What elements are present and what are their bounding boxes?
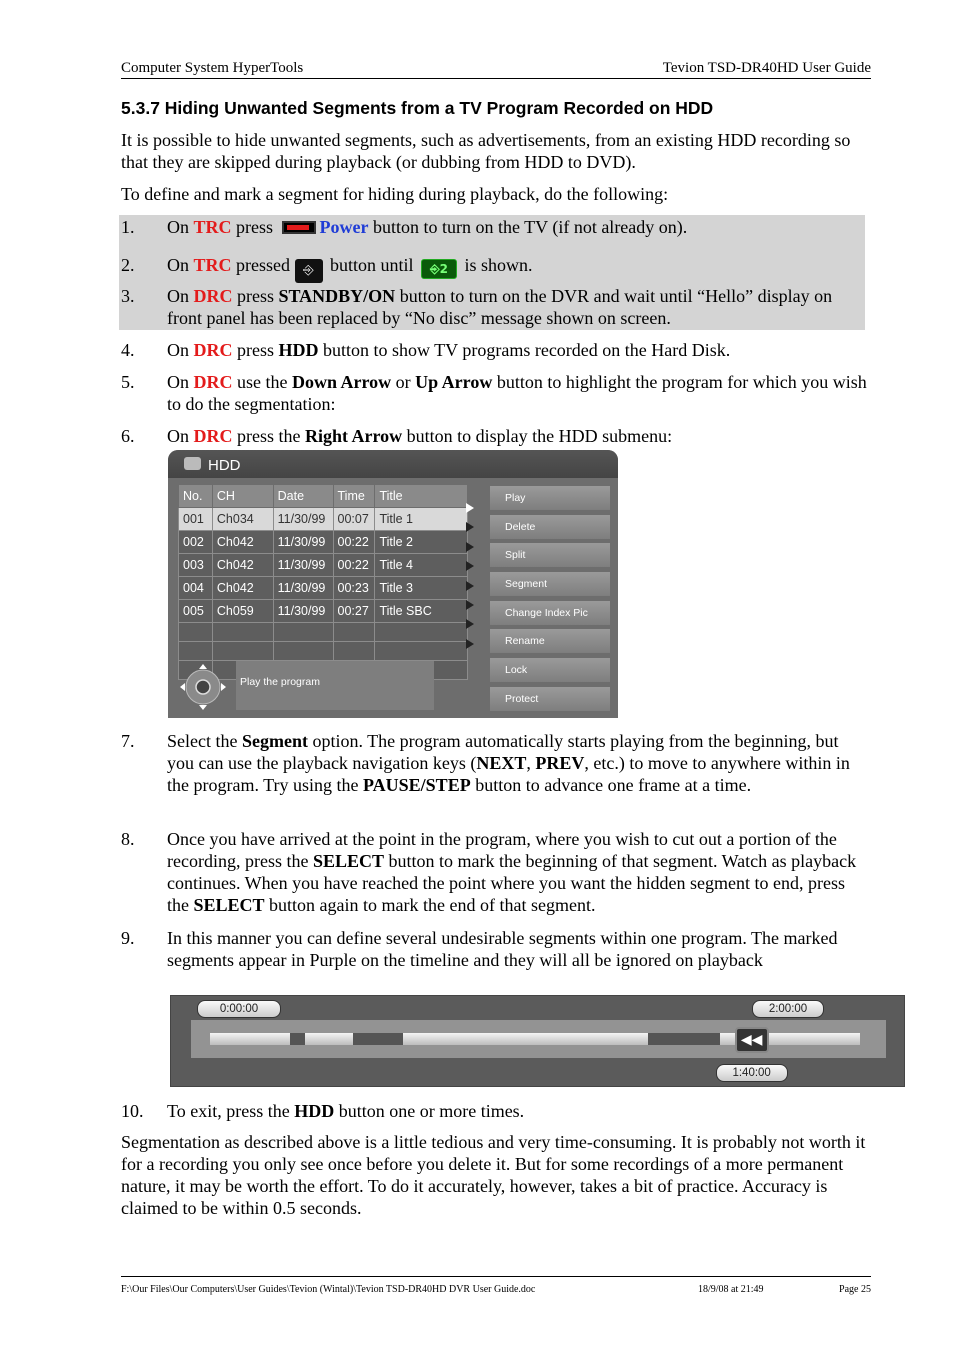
column-header: Title — [375, 485, 468, 508]
timeline-start-time: 0:00:00 — [197, 1000, 281, 1018]
table-cell: 00:23 — [333, 577, 375, 600]
table-cell: Title 3 — [375, 577, 468, 600]
timeline-current-time: 1:40:00 — [716, 1064, 788, 1082]
table-cell: 11/30/99 — [273, 554, 333, 577]
timeline-end-time: 2:00:00 — [752, 1000, 824, 1018]
step-number: 10. — [121, 1101, 144, 1121]
timeline-track-area — [191, 1020, 886, 1058]
recordings-table — [178, 484, 468, 680]
step-number: 7. — [121, 731, 135, 751]
table-cell: Ch034 — [212, 508, 273, 531]
table-cell: 00:22 — [333, 531, 375, 554]
column-header: CH — [212, 485, 273, 508]
table-cell: 005 — [179, 600, 213, 623]
hdd-menu-screenshot — [168, 450, 618, 718]
rewind-playhead-icon[interactable]: ◀◀ — [735, 1027, 769, 1053]
menu-item-delete[interactable]: Delete — [490, 515, 610, 539]
database-icon — [184, 457, 201, 470]
step-number: 9. — [121, 928, 135, 948]
header-left: Computer System HyperTools — [121, 60, 304, 76]
arrow-right-icon — [466, 542, 474, 552]
table-cell: 00:27 — [333, 600, 375, 623]
table-row-empty — [179, 642, 468, 661]
help-text-box: Play the program — [236, 661, 434, 710]
hdd-submenu — [490, 486, 610, 716]
step-number: 1. — [121, 217, 135, 237]
step-text: On DRC press HDD button to show TV programs recorded on the Hard Disk. — [167, 340, 731, 360]
table-cell: Ch059 — [212, 600, 273, 623]
table-cell: 00:07 — [333, 508, 375, 531]
footer-page: Page 25 — [839, 1284, 871, 1295]
column-header: Date — [273, 485, 333, 508]
arrow-right-icon — [466, 619, 474, 629]
step-text: On DRC use the Down Arrow or Up Arrow button to highlight the program for which you wish to do the segmentation: — [167, 372, 867, 414]
step-number: 5. — [121, 372, 135, 392]
footer-date: 18/9/08 at 21:49 — [698, 1284, 764, 1295]
table-row[interactable] — [179, 600, 468, 623]
hidden-segment — [290, 1033, 305, 1045]
table-cell: Ch042 — [212, 577, 273, 600]
arrow-right-icon — [466, 503, 474, 513]
arrow-right-icon — [466, 561, 474, 571]
table-header — [179, 485, 468, 508]
menu-item-protect[interactable]: Protect — [490, 687, 610, 711]
timeline-screenshot — [170, 995, 905, 1087]
source-button-icon: ⎆ — [295, 259, 323, 283]
arrow-right-icon — [466, 522, 474, 532]
table-cell: Title SBC — [375, 600, 468, 623]
column-header: No. — [179, 485, 213, 508]
table-cell: 11/30/99 — [273, 508, 333, 531]
footer-path: F:\Our Files\Our Computers\User Guides\Tevion (Wintal)\Tevion TSD-DR40HD DVR User Guide.doc — [121, 1284, 536, 1295]
intro-instruction: To define and mark a segment for hiding during playback, do the following: — [121, 184, 669, 204]
step-number: 4. — [121, 340, 135, 360]
step-text: Select the Segment option. The program automatically starts playing from the beginning, but you can use the playback navigation keys (NEXT, PREV, etc.) to move to anywhere within in the program. Try using the PAUSE/STEP button to advance one frame at a time. — [167, 731, 850, 795]
step-number: 6. — [121, 426, 135, 446]
table-cell: 004 — [179, 577, 213, 600]
step-number: 3. — [121, 286, 135, 306]
table-cell: 11/30/99 — [273, 577, 333, 600]
table-cell: 11/30/99 — [273, 600, 333, 623]
header-right: Tevion TSD-DR40HD User Guide — [662, 60, 871, 76]
header-rule — [121, 78, 871, 79]
hdd-title: HDD — [208, 457, 241, 474]
table-cell: Title 2 — [375, 531, 468, 554]
menu-item-rename[interactable]: Rename — [490, 629, 610, 653]
table-cell: Title 1 — [375, 508, 468, 531]
arrow-right-icon — [466, 600, 474, 610]
menu-item-split[interactable]: Split — [490, 543, 610, 567]
column-header: Time — [333, 485, 375, 508]
step-text: On DRC press STANDBY/ON button to turn on the DVR and wait until “Hello” display on front panel has been replaced by “No disc” message shown on screen. — [167, 286, 833, 328]
table-row-selected[interactable] — [179, 508, 468, 531]
table-cell: 002 — [179, 531, 213, 554]
step-text: On TRC press Power button to turn on the TV (if not already on). — [167, 217, 688, 237]
menu-item-lock[interactable]: Lock — [490, 658, 610, 682]
step-text: On DRC press the Right Arrow button to display the HDD submenu: — [167, 426, 673, 446]
hidden-segment — [353, 1033, 403, 1045]
table-cell: Ch042 — [212, 554, 273, 577]
step-number: 8. — [121, 829, 135, 849]
table-cell: 001 — [179, 508, 213, 531]
section-title: 5.3.7 Hiding Unwanted Segments from a TV Program Recorded on HDD — [121, 98, 714, 118]
closing-paragraph: Segmentation as described above is a little tedious and very time-consuming. It is probably not worth it for a recording you only see once before you delete it. But for some recordings of a more permanent nature, it may be worth the effort. To do it accurately, however, takes a bit of practice. Accuracy is claimed to be within 0.5 seconds. — [121, 1132, 866, 1218]
table-cell: Ch042 — [212, 531, 273, 554]
power-button-icon — [282, 221, 316, 234]
menu-item-play[interactable]: Play — [490, 486, 610, 510]
table-row[interactable] — [179, 554, 468, 577]
menu-item-change-index-pic[interactable]: Change Index Pic — [490, 601, 610, 625]
menu-item-segment[interactable]: Segment — [490, 572, 610, 596]
row-arrows — [466, 503, 478, 658]
hidden-segment — [648, 1033, 720, 1045]
arrow-right-icon — [466, 581, 474, 591]
footer-rule — [121, 1276, 871, 1277]
table-cell: 11/30/99 — [273, 531, 333, 554]
table-row-empty — [179, 623, 468, 642]
step-text: To exit, press the HDD button one or more times. — [167, 1101, 525, 1121]
table-cell: 003 — [179, 554, 213, 577]
table-cell: 00:22 — [333, 554, 375, 577]
step-number: 2. — [121, 255, 135, 275]
step-text: In this manner you can define several undesirable segments within one program. The marked segments appear in Purple on the timeline and they will all be ignored on playback — [167, 928, 838, 970]
arrow-right-icon — [466, 639, 474, 649]
step-text: Once you have arrived at the point in the program, where you wish to cut out a portion of the recording, press the SELECT button to mark the beginning of that segment. Watch as playback continues. When you have reached the point where you want the hidden segment to end, press the SELECT button again to mark the end of that segment. — [167, 829, 857, 915]
intro-paragraph: It is possible to hide unwanted segments, such as advertisements, from an existing HDD recording so that they are skipped during playback (or dubbing from HDD to DVD). — [121, 130, 851, 172]
table-row[interactable] — [179, 531, 468, 554]
table-row[interactable] — [179, 577, 468, 600]
source-2-indicator-icon: ⎆2 — [421, 259, 457, 279]
step-text: On TRC pressed ⎆ button until ⎆2 is shown. — [167, 254, 867, 283]
table-cell: Title 4 — [375, 554, 468, 577]
navigation-pad-icon — [178, 662, 228, 712]
